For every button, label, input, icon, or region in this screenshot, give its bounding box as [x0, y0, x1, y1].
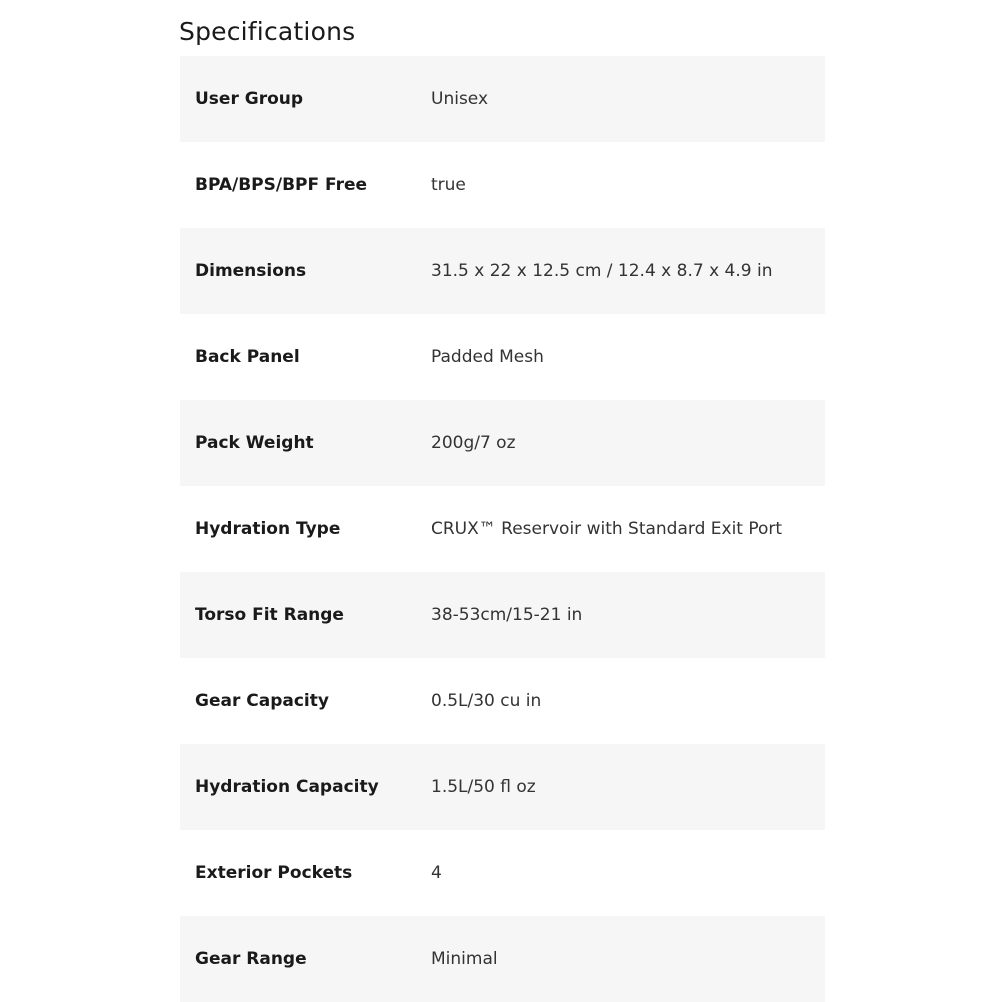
spec-label: Dimensions: [195, 261, 307, 281]
spec-value: 200g/7 oz: [431, 433, 516, 453]
spec-label: Hydration Capacity: [195, 777, 379, 797]
spec-value: Unisex: [431, 89, 489, 109]
spec-row-gear-range: [180, 916, 825, 1002]
spec-label: BPA/BPS/BPF Free: [195, 175, 368, 195]
spec-row-hydration-type: [180, 486, 825, 572]
spec-label: User Group: [195, 89, 304, 109]
spec-row-dimensions: [180, 228, 825, 314]
spec-row-gear-capacity: [180, 658, 825, 744]
spec-value: 31.5 x 22 x 12.5 cm / 12.4 x 8.7 x 4.9 in: [431, 261, 773, 281]
spec-label: Pack Weight: [195, 433, 314, 453]
spec-value: Minimal: [431, 949, 498, 969]
spec-value: 38-53cm/15-21 in: [431, 605, 583, 625]
spec-value: CRUX™ Reservoir with Standard Exit Port: [431, 519, 783, 539]
spec-value: true: [431, 175, 466, 195]
spec-value: 0.5L/30 cu in: [431, 691, 542, 711]
spec-row-exterior-pockets: [180, 830, 825, 916]
spec-label: Back Panel: [195, 347, 300, 367]
spec-label: Hydration Type: [195, 519, 341, 539]
spec-row-user-group: [180, 56, 825, 142]
spec-value: 4: [431, 863, 442, 883]
specifications-table: [180, 56, 825, 1002]
spec-value: 1.5L/50 fl oz: [431, 777, 536, 797]
spec-label: Gear Range: [195, 949, 307, 969]
spec-value: Padded Mesh: [431, 347, 544, 367]
spec-row-torso-fit-range: [180, 572, 825, 658]
page-title: Specifications: [179, 16, 356, 46]
spec-row-back-panel: [180, 314, 825, 400]
spec-label: Torso Fit Range: [195, 605, 344, 625]
spec-label: Gear Capacity: [195, 691, 329, 711]
spec-label: Exterior Pockets: [195, 863, 353, 883]
spec-row-hydration-capacity: [180, 744, 825, 830]
spec-row-pack-weight: [180, 400, 825, 486]
spec-row-bpa-free: [180, 142, 825, 228]
